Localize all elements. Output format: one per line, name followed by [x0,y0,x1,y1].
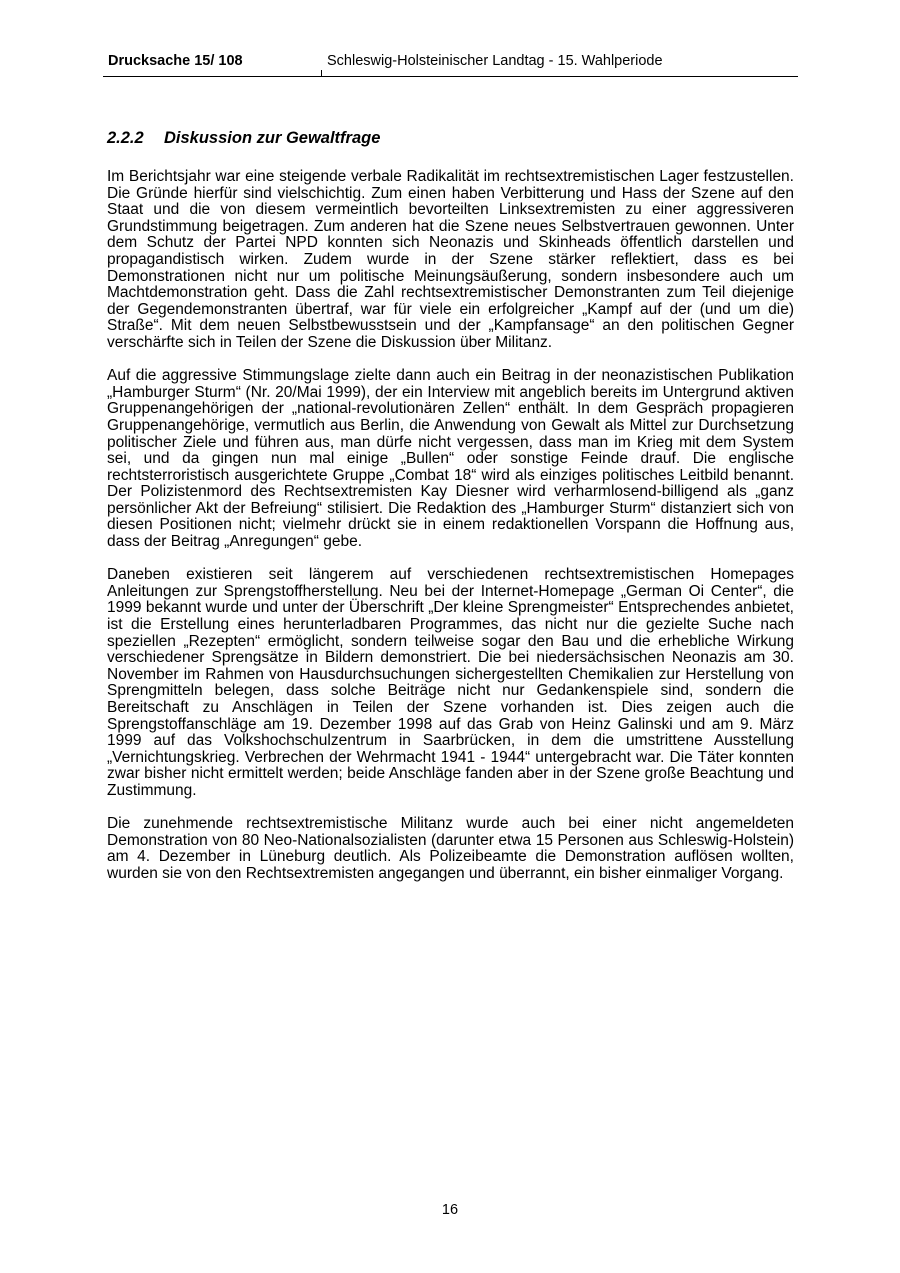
page-number: 16 [441,1202,459,1218]
page-header [103,52,798,77]
paragraph: Im Berichtsjahr war eine steigende verbale Radikalität im rechtsextremistischen Lager festzustellen. Die Gründe hierfür sind vielschichtig. Zum einen haben Verbitterung und Hass der Szene auf den Staat und die von diesem vermeintlich bevorteilten Linksextremisten zu einer aggressiveren Grundstimmung beigetragen. Zum anderen hat die Szene neues Selbstvertrauen gewonnen. Unter dem Schutz der Partei NPD konnten sich Neonazis und Skinheads öffentlich darstellen und propagandistisch wirken. Zudem wurde in der Szene stärker reflektiert, dass es bei Demonstrationen nicht nur um politische Meinungsäußerung, sondern insbesondere auch um Machtdemonstration geht. Dass die Zahl rechtsextremistischer Demonstranten zum Teil diejenige der Gegendemonstranten übertraf, war für viele ein erfolgreicher „Kampf auf der (und um die) Straße“. Mit dem neuen Selbstbewusstsein und der „Kampfansage“ an den politischen Gegner verschärfte sich in Teilen der Szene die Diskussion über Militanz. [107,168,794,351]
paragraph: Auf die aggressive Stimmungslage zielte dann auch ein Beitrag in der neonazistischen Publikation „Hamburger Sturm“ (Nr. 20/Mai 1999), der ein Interview mit angeblich bereits im Untergrund aktiven Gruppenangehörigen der „national-revolutionären Zellen“ enthält. In dem Gespräch propagieren Gruppenangehörige, vermutlich aus Berlin, die Anwendung von Gewalt als Mittel zur Durchsetzung politischer Ziele und führen aus, man dürfe nicht vergessen, dass man im Krieg mit dem System sei, und da gingen nun mal einige „Bullen“ oder sonstige Feinde drauf. Die englische rechtsterroristisch ausgerichtete Gruppe „Combat 18“ wird als einziges politisches Leitbild benannt. Der Polizistenmord des Rechtsextremisten Kay Diesner wird verharmlosend-billigend als „ganz persönlicher Akt der Befreiung“ stilisiert. Die Redaktion des „Hamburger Sturm“ distanziert sich von diesen Positionen nicht; vielmehr drückt sie in einem redaktionellen Vorspann die Hoffnung aus, dass der Beitrag „Anregungen“ gebe. [107,367,794,551]
section-number: 2.2.2 [107,129,144,147]
document-number: Drucksache 15/ 108 [108,53,243,69]
section-heading [107,129,380,148]
header-divider [321,70,322,77]
body-text [107,169,794,899]
legislature-title: Schleswig-Holsteinischer Landtag - 15. Wahlperiode [327,53,663,69]
paragraph: Daneben existieren seit längerem auf verschiedenen rechtsextremistischen Homepages Anleitungen zur Sprengstoffherstellung. Neu bei der Internet-Homepage „German Oi Center“, die 1999 bekannt wurde und unter der Überschrift „Der kleine Sprengmeister“ Entsprechendes anbietet, ist die Erstellung eines herunterladbaren Programmes, das nicht nur die gezielte Suche nach speziellen „Rezepten“ ermöglicht, sondern teilweise sogar den Bau und die erhebliche Wirkung verschiedener Sprengsätze in Bildern demonstriert. Die bei niedersächsischen Neonazis am 30. November im Rahmen von Hausdurchsuchungen sichergestellten Chemikalien zur Herstellung von Sprengmitteln belegen, dass solche Beiträge nicht nur Gedankenspiele sind, sondern die Bereitschaft zu Anschlägen in Teilen der Szene vorhanden ist. Dies zeigen auch die Sprengstoffanschläge am 19. Dezember 1998 auf das Grab von Heinz Galinski und am 9. März 1999 auf das Volkshochschulzentrum in Saarbrücken, in dem die umstrittene Ausstellung „Vernichtungskrieg. Verbrechen der Wehrmacht 1941 - 1944“ untergebracht war. Die Täter konnten zwar bisher nicht ermittelt werden; beide Anschläge fanden aber in der Szene große Beachtung und Zustimmung. [107,566,794,799]
paragraph: Die zunehmende rechtsextremistische Militanz wurde auch bei einer nicht angemeldeten Demonstration von 80 Neo-Nationalsozialisten (darunter etwa 15 Personen aus Schleswig-Holstein) am 4. Dezember in Lüneburg deutlich. Als Polizeibeamte die Demonstration auflösen wollten, wurden sie von den Rechtsextremisten angegangen und überrannt, ein bisher einmaliger Vorgang. [107,815,794,882]
section-title: Diskussion zur Gewaltfrage [164,129,381,147]
